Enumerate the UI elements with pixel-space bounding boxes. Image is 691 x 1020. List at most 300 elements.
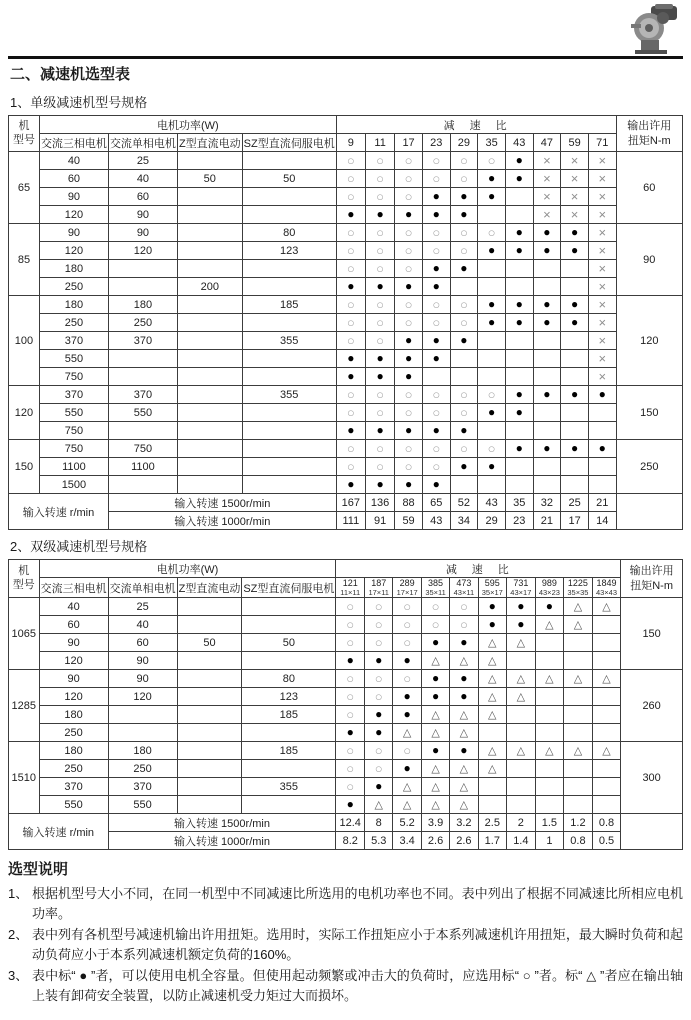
- open-circle-mark: ○: [374, 634, 383, 650]
- power-cell: 370: [39, 778, 108, 796]
- power-cell: [177, 224, 242, 242]
- power-cell: [177, 296, 242, 314]
- mark-cell: [365, 688, 393, 706]
- mark-cell: [450, 670, 478, 688]
- mark-cell: [450, 616, 478, 634]
- power-cell: 550: [39, 350, 108, 368]
- filled-circle-mark: ●: [375, 725, 383, 739]
- ratio-value-header: 385 35×11: [421, 578, 449, 598]
- ratio-value-header: 187 17×11: [365, 578, 393, 598]
- mark-cell: [422, 422, 450, 440]
- filled-circle-mark: ●: [347, 369, 355, 383]
- speed-value-cell: 14: [588, 512, 616, 530]
- mark-cell: [478, 314, 506, 332]
- mark-cell: [535, 670, 564, 688]
- mark-cell: [561, 314, 589, 332]
- speed-row: [9, 832, 683, 850]
- mark-cell: [421, 706, 449, 724]
- power-cell: [177, 404, 242, 422]
- filled-circle-mark: ●: [404, 207, 413, 221]
- filled-circle-mark: ●: [543, 225, 551, 239]
- speed-value-cell: 23: [505, 512, 533, 530]
- mark-cell: [336, 152, 365, 170]
- filled-circle-mark: ●: [347, 477, 355, 491]
- ratio-value-header: 989 43×23: [535, 578, 564, 598]
- speed-row: [9, 512, 683, 530]
- mark-cell: [588, 314, 616, 332]
- mark-cell: [336, 188, 365, 206]
- x-mark: ×: [598, 170, 607, 186]
- table-row: [9, 314, 683, 332]
- mark-cell: [561, 476, 589, 494]
- mark-cell: [507, 598, 536, 616]
- mark-cell: [450, 760, 478, 778]
- mark-cell: [395, 350, 423, 368]
- mark-cell: [561, 224, 589, 242]
- ratio-value-header: 289 17×17: [393, 578, 422, 598]
- filled-circle-mark: ●: [346, 797, 354, 811]
- open-circle-mark: ○: [346, 706, 355, 722]
- mark-cell: [336, 458, 365, 476]
- triangle-mark: △: [516, 672, 526, 685]
- mark-cell: [450, 188, 478, 206]
- power-subcolumn-header: 交流单相电机: [108, 134, 177, 152]
- speed-value-cell: 34: [450, 512, 478, 530]
- model-cell: 1285: [9, 670, 40, 742]
- note-text: 根据机型号大小不同，在同一机型中不同减速比所选用的电机功率也不同。表中列出了根据不同减速比所相应电机功率。: [32, 886, 683, 921]
- mark-cell: [478, 440, 506, 458]
- filled-circle-mark: ●: [515, 225, 523, 239]
- power-cell: 60: [108, 188, 177, 206]
- open-circle-mark: ○: [346, 386, 355, 402]
- mark-cell: [505, 476, 533, 494]
- mark-cell: [561, 152, 589, 170]
- open-circle-mark: ○: [403, 634, 412, 650]
- open-circle-mark: ○: [346, 332, 355, 348]
- mark-cell: [422, 314, 450, 332]
- open-circle-mark: ○: [432, 242, 441, 258]
- power-cell: 250: [108, 760, 177, 778]
- filled-circle-mark: ●: [487, 459, 496, 473]
- torque-cell: 250: [616, 440, 682, 494]
- torque-cell: 150: [616, 386, 682, 440]
- mark-cell: [588, 458, 616, 476]
- speed-value-cell: 43: [478, 494, 506, 512]
- x-mark: ×: [598, 224, 607, 240]
- mark-cell: [592, 724, 621, 742]
- mark-cell: [478, 458, 506, 476]
- model-cell: 100: [9, 296, 40, 386]
- mark-cell: [505, 188, 533, 206]
- mark-cell: [588, 368, 616, 386]
- mark-cell: [507, 742, 536, 760]
- mark-cell: [561, 440, 589, 458]
- triangle-mark: △: [488, 636, 497, 649]
- mark-cell: [336, 242, 365, 260]
- power-cell: [242, 278, 336, 296]
- mark-cell: [507, 778, 536, 796]
- table-row: [9, 476, 683, 494]
- mark-cell: [533, 476, 561, 494]
- power-cell: [242, 796, 336, 814]
- mark-cell: [478, 598, 507, 616]
- mark-cell: [421, 796, 449, 814]
- mark-cell: [533, 440, 561, 458]
- mark-cell: [564, 706, 593, 724]
- ratio-value-header: 17: [395, 134, 423, 152]
- mark-cell: [395, 242, 423, 260]
- power-cell: [108, 260, 177, 278]
- filled-circle-mark: ●: [515, 387, 523, 401]
- open-circle-mark: ○: [432, 386, 441, 402]
- x-mark: ×: [543, 152, 551, 168]
- mark-cell: [336, 386, 365, 404]
- mark-cell: [450, 688, 478, 706]
- filled-circle-mark: ●: [460, 689, 468, 703]
- ratio-group-header: 减 速 比: [336, 560, 621, 578]
- double-stage-table: [8, 559, 683, 850]
- speed-value-cell: 1.2: [564, 814, 593, 832]
- power-cell: 123: [242, 688, 336, 706]
- power-cell: 60: [108, 634, 177, 652]
- open-circle-mark: ○: [376, 152, 385, 168]
- filled-circle-mark: ●: [460, 459, 468, 473]
- triangle-mark: △: [488, 690, 497, 703]
- mark-cell: [336, 670, 365, 688]
- mark-cell: [422, 440, 450, 458]
- open-circle-mark: ○: [487, 224, 496, 240]
- x-mark: ×: [598, 296, 607, 312]
- table-row: [9, 422, 683, 440]
- speed-value-cell: 111: [336, 512, 365, 530]
- power-cell: 90: [108, 224, 177, 242]
- open-circle-mark: ○: [459, 224, 468, 240]
- mark-cell: [533, 206, 561, 224]
- filled-circle-mark: ●: [347, 207, 355, 221]
- power-cell: 550: [108, 796, 177, 814]
- mark-cell: [365, 422, 394, 440]
- power-cell: 90: [39, 188, 108, 206]
- mark-cell: [395, 188, 423, 206]
- open-circle-mark: ○: [404, 242, 413, 258]
- single-stage-table: [8, 115, 683, 530]
- mark-cell: [336, 296, 365, 314]
- mark-cell: [535, 796, 564, 814]
- mark-cell: [422, 278, 450, 296]
- open-circle-mark: ○: [404, 440, 413, 456]
- mark-cell: [592, 742, 621, 760]
- mark-cell: [478, 476, 506, 494]
- input-speed-label: 输入转速 r/min: [9, 814, 109, 850]
- power-cell: 370: [39, 386, 108, 404]
- open-circle-mark: ○: [487, 386, 496, 402]
- table-row: [9, 440, 683, 458]
- x-mark: ×: [543, 188, 551, 204]
- speed-value-cell: 3.2: [450, 814, 478, 832]
- model-cell: 150: [9, 440, 40, 494]
- filled-circle-mark: ●: [543, 441, 551, 455]
- mark-cell: [365, 296, 394, 314]
- table-row: [9, 598, 683, 616]
- mark-cell: [588, 242, 616, 260]
- mark-cell: [505, 458, 533, 476]
- filled-circle-mark: ●: [404, 477, 413, 491]
- mark-cell: [395, 404, 423, 422]
- power-cell: 750: [39, 368, 108, 386]
- open-circle-mark: ○: [432, 440, 441, 456]
- triangle-mark: △: [402, 780, 412, 793]
- mark-cell: [592, 706, 621, 724]
- ratio-value-header: 47: [533, 134, 561, 152]
- mark-cell: [478, 404, 506, 422]
- model-cell: 120: [9, 386, 40, 440]
- power-cell: [108, 368, 177, 386]
- power-cell: [177, 152, 242, 170]
- mark-cell: [535, 724, 564, 742]
- ratio-value-header: 35: [478, 134, 506, 152]
- speed-value-cell: 1.7: [478, 832, 507, 850]
- filled-circle-mark: ●: [570, 387, 579, 401]
- mark-cell: [588, 440, 616, 458]
- mark-cell: [533, 386, 561, 404]
- mark-cell: [393, 688, 422, 706]
- filled-circle-mark: ●: [570, 315, 579, 329]
- mark-cell: [450, 206, 478, 224]
- open-circle-mark: ○: [346, 260, 355, 276]
- mark-cell: [421, 760, 449, 778]
- open-circle-mark: ○: [374, 616, 383, 632]
- mark-cell: [535, 742, 564, 760]
- filled-circle-mark: ●: [460, 635, 468, 649]
- table1-title: 1、单级减速机型号规格: [10, 95, 148, 110]
- triangle-mark: △: [545, 618, 554, 631]
- power-cell: 60: [39, 170, 108, 188]
- power-cell: 1100: [39, 458, 108, 476]
- triangle-mark: △: [488, 744, 497, 757]
- open-circle-mark: ○: [346, 458, 355, 474]
- triangle-mark: △: [573, 600, 583, 613]
- open-circle-mark: ○: [459, 296, 468, 312]
- mark-cell: [365, 368, 394, 386]
- mark-cell: [588, 404, 616, 422]
- power-cell: [177, 260, 242, 278]
- mark-cell: [336, 476, 365, 494]
- power-cell: [177, 422, 242, 440]
- mark-cell: [422, 386, 450, 404]
- power-cell: 60: [39, 616, 108, 634]
- power-cell: [177, 332, 242, 350]
- triangle-mark: △: [488, 762, 497, 775]
- table-row: [9, 332, 683, 350]
- mark-cell: [478, 368, 506, 386]
- mark-cell: [561, 278, 589, 296]
- mark-cell: [505, 404, 533, 422]
- open-circle-mark: ○: [346, 404, 355, 420]
- filled-circle-mark: ●: [517, 599, 525, 613]
- mark-cell: [421, 688, 449, 706]
- x-mark: ×: [598, 206, 607, 222]
- filled-circle-mark: ●: [515, 315, 523, 329]
- mark-cell: [533, 458, 561, 476]
- triangle-mark: △: [431, 726, 440, 739]
- mark-cell: [336, 796, 365, 814]
- speed-value-cell: 8: [365, 814, 393, 832]
- mark-cell: [478, 260, 506, 278]
- mark-cell: [422, 170, 450, 188]
- power-cell: 1100: [108, 458, 177, 476]
- mark-cell: [336, 206, 365, 224]
- table-row: [9, 616, 683, 634]
- mark-cell: [336, 742, 365, 760]
- table-row: [9, 458, 683, 476]
- triangle-mark: △: [459, 762, 469, 775]
- power-cell: 185: [242, 296, 336, 314]
- x-mark: ×: [598, 368, 607, 384]
- open-circle-mark: ○: [346, 170, 355, 186]
- power-cell: [177, 760, 242, 778]
- mark-cell: [505, 296, 533, 314]
- mark-cell: [450, 386, 478, 404]
- mark-cell: [533, 350, 561, 368]
- open-circle-mark: ○: [346, 188, 355, 204]
- table-row: [9, 350, 683, 368]
- mark-cell: [533, 152, 561, 170]
- open-circle-mark: ○: [346, 224, 355, 240]
- power-cell: 50: [242, 170, 336, 188]
- power-subcolumn-header: SZ型直流伺服电机: [242, 134, 336, 152]
- open-circle-mark: ○: [431, 616, 440, 632]
- mark-cell: [478, 206, 506, 224]
- mark-cell: [588, 152, 616, 170]
- filled-circle-mark: ●: [543, 243, 551, 257]
- mark-cell: [365, 796, 393, 814]
- triangle-mark: △: [488, 708, 497, 721]
- power-subcolumn-header: 交流三相电机: [39, 134, 108, 152]
- power-subcolumn-header: 交流三相电机: [39, 578, 108, 598]
- triangle-mark: △: [431, 780, 440, 793]
- triangle-mark: △: [431, 708, 440, 721]
- power-cell: [242, 760, 336, 778]
- filled-circle-mark: ●: [543, 387, 551, 401]
- torque-cell: 60: [616, 152, 682, 224]
- triangle-mark: △: [573, 744, 583, 757]
- filled-circle-mark: ●: [487, 189, 496, 203]
- filled-circle-mark: ●: [404, 369, 413, 383]
- power-cell: 90: [108, 206, 177, 224]
- mark-cell: [422, 368, 450, 386]
- mark-cell: [561, 170, 589, 188]
- filled-circle-mark: ●: [598, 441, 606, 455]
- filled-circle-mark: ●: [432, 333, 440, 347]
- triangle-mark: △: [374, 798, 383, 811]
- power-cell: 40: [108, 170, 177, 188]
- power-cell: 180: [39, 706, 108, 724]
- filled-circle-mark: ●: [376, 207, 384, 221]
- mark-cell: [533, 224, 561, 242]
- power-cell: [242, 404, 336, 422]
- triangle-mark: △: [602, 600, 611, 613]
- open-circle-mark: ○: [404, 188, 413, 204]
- open-circle-mark: ○: [346, 760, 355, 776]
- speed-value-cell: 21: [588, 494, 616, 512]
- mark-cell: [450, 634, 478, 652]
- open-circle-mark: ○: [459, 598, 468, 614]
- mark-cell: [393, 634, 422, 652]
- x-mark: ×: [570, 206, 579, 222]
- power-group-header: 电机功率(W): [39, 560, 336, 578]
- power-cell: 90: [39, 224, 108, 242]
- mark-cell: [421, 742, 449, 760]
- mark-cell: [505, 386, 533, 404]
- open-circle-mark: ○: [487, 152, 496, 168]
- power-cell: 120: [108, 242, 177, 260]
- mark-cell: [505, 242, 533, 260]
- table-row: [9, 706, 683, 724]
- filled-circle-mark: ●: [432, 261, 440, 275]
- ratio-value-header: 43: [505, 134, 533, 152]
- mark-cell: [395, 152, 423, 170]
- open-circle-mark: ○: [403, 742, 412, 758]
- mark-cell: [336, 598, 365, 616]
- mark-cell: [478, 224, 506, 242]
- mark-cell: [365, 724, 393, 742]
- filled-circle-mark: ●: [376, 351, 384, 365]
- mark-cell: [422, 350, 450, 368]
- power-cell: 180: [39, 296, 108, 314]
- torque-cell: 150: [621, 598, 683, 670]
- table2-title: 2、双级减速机型号规格: [10, 539, 148, 554]
- ratio-value-header: 9: [336, 134, 365, 152]
- mark-cell: [365, 634, 393, 652]
- power-cell: 90: [39, 634, 108, 652]
- mark-cell: [450, 742, 478, 760]
- mark-cell: [421, 724, 449, 742]
- mark-cell: [507, 706, 536, 724]
- power-cell: 200: [177, 278, 242, 296]
- gear-reducer-photo: [611, 4, 683, 54]
- mark-cell: [393, 652, 422, 670]
- mark-cell: [564, 796, 593, 814]
- mark-cell: [395, 422, 423, 440]
- speed-value-cell: 136: [365, 494, 394, 512]
- mark-cell: [505, 332, 533, 350]
- open-circle-mark: ○: [432, 314, 441, 330]
- mark-cell: [478, 652, 507, 670]
- mark-cell: [478, 742, 507, 760]
- open-circle-mark: ○: [376, 440, 385, 456]
- power-cell: [242, 422, 336, 440]
- mark-cell: [365, 332, 394, 350]
- mark-cell: [533, 314, 561, 332]
- power-cell: 250: [39, 724, 108, 742]
- filled-circle-mark: ●: [460, 333, 468, 347]
- mark-cell: [450, 598, 478, 616]
- power-cell: 750: [39, 422, 108, 440]
- mark-cell: [422, 296, 450, 314]
- open-circle-mark: ○: [346, 778, 355, 794]
- mark-cell: [450, 778, 478, 796]
- speed-value-cell: 2: [507, 814, 536, 832]
- mark-cell: [395, 314, 423, 332]
- triangle-mark: △: [402, 798, 412, 811]
- table-row: [9, 368, 683, 386]
- open-circle-mark: ○: [376, 188, 385, 204]
- mark-cell: [535, 598, 564, 616]
- speed-row-label: 输入转速 1500r/min: [108, 814, 336, 832]
- filled-circle-mark: ●: [598, 387, 606, 401]
- mark-cell: [588, 188, 616, 206]
- power-cell: 90: [108, 670, 177, 688]
